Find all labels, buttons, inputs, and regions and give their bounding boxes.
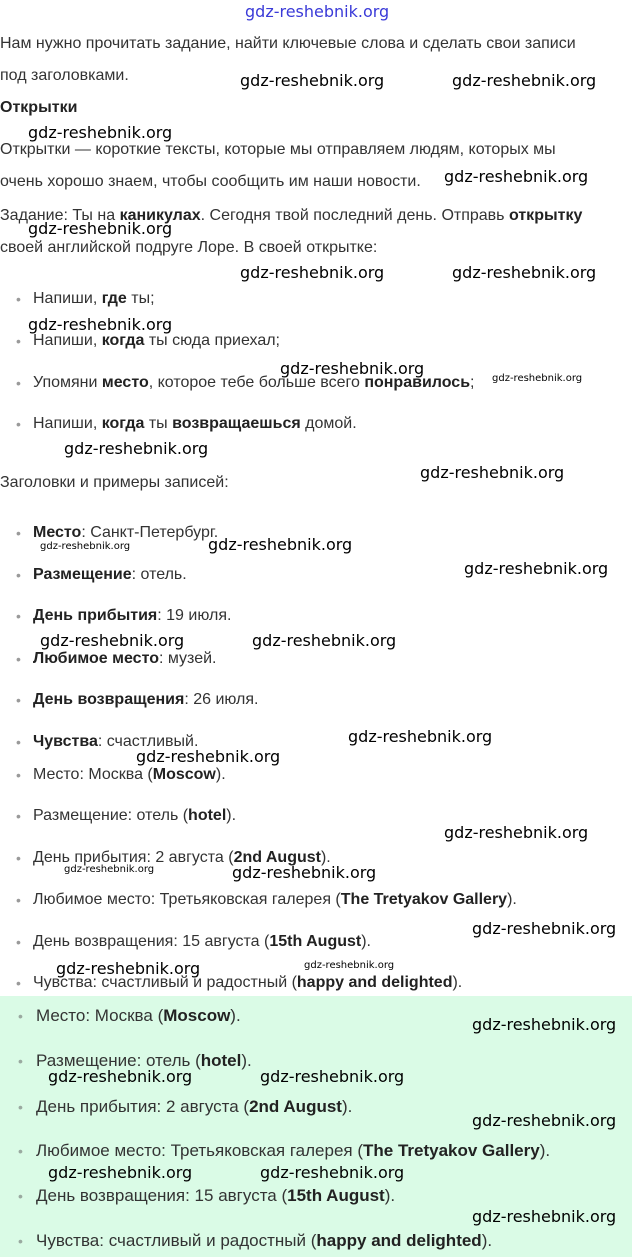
watermark-top: gdz-reshebnik.org [245,2,390,21]
watermark: gdz-reshebnik.org [40,631,185,650]
watermark: gdz-reshebnik.org [48,1067,193,1086]
watermark: gdz-reshebnik.org [64,439,209,458]
bullet-icon: • [16,525,21,541]
watermark: gdz-reshebnik.org [40,541,131,552]
note-en-item: • Чувства: счастливый и радостный (happy and delighted). [16,974,463,991]
watermark: gdz-reshebnik.org [348,727,493,746]
answer-item: • Место: Москва (Moscow). [18,1006,241,1025]
instruction-item: • Упомяни место, которое тебе больше всего понравилось; [16,374,475,391]
intro-line-2: под заголовками. [0,67,129,84]
instruction-item: • Напиши, где ты; [16,290,155,307]
bullet-icon: • [16,734,21,750]
watermark: gdz-reshebnik.org [136,747,281,766]
task-bold-postcard: открытку [508,207,583,224]
instruction-item: • Напиши, когда ты возвращаешься домой. [16,415,357,432]
answer-item: • Чувства: счастливый и радостный (happy and delighted). [18,1231,493,1250]
bullet-icon: • [16,767,21,783]
note-item: • Место: Санкт-Петербург. [16,524,219,541]
bullet-icon: • [16,333,21,349]
note-item: • Чувства: счастливый. [16,733,199,750]
task-line-2: своей английской подруге Лоре. В своей открытке: [0,239,378,256]
watermark: gdz-reshebnik.org [48,1163,193,1182]
examples-title: Заголовки и примеры записей: [0,474,229,491]
answer-item: • День прибытия: 2 августа (2nd August). [18,1097,353,1116]
watermark: gdz-reshebnik.org [472,1111,617,1130]
bullet-icon: • [16,291,21,307]
watermark: gdz-reshebnik.org [472,1207,617,1226]
watermark: gdz-reshebnik.org [472,1015,617,1034]
bullet-icon: • [16,375,21,391]
watermark: gdz-reshebnik.org [452,263,597,282]
watermark: gdz-reshebnik.org [444,823,589,842]
task-prefix: Задание: Ты на [0,207,120,224]
instruction-item: • Напиши, когда ты сюда приехал; [16,332,280,349]
watermark: gdz-reshebnik.org [472,919,617,938]
note-en-item: • День прибытия: 2 августа (2nd August). [16,849,331,866]
bullet-icon: • [16,651,21,667]
watermark: gdz-reshebnik.org [452,71,597,90]
bullet-icon: • [18,1188,23,1204]
note-item: • День возвращения: 26 июля. [16,691,259,708]
watermark: gdz-reshebnik.org [260,1067,405,1086]
note-en-item: • Размещение: отель (hotel). [16,807,237,824]
note-en-item: • Место: Москва (Moscow). [16,766,226,783]
watermark: gdz-reshebnik.org [208,535,353,554]
note-item: • Любимое место: музей. [16,650,217,667]
answer-item: • Размещение: отель (hotel). [18,1051,252,1070]
watermark: gdz-reshebnik.org [464,559,609,578]
watermark: gdz-reshebnik.org [56,959,201,978]
task-bold-vacation: каникулах [119,207,201,224]
watermark: gdz-reshebnik.org [64,864,155,875]
watermark: gdz-reshebnik.org [28,315,173,334]
task-middle: . Сегодня твой последний день. Отправь [200,207,509,224]
watermark: gdz-reshebnik.org [492,373,583,384]
note-item: • Размещение: отель. [16,566,187,583]
bullet-icon: • [18,1053,23,1069]
watermark: gdz-reshebnik.org [280,359,425,378]
note-en-item: • День возвращения: 15 августа (15th August). [16,933,371,950]
bullet-icon: • [16,850,21,866]
watermark: gdz-reshebnik.org [240,263,385,282]
bullet-icon: • [16,975,21,991]
section-title: Открытки [0,99,78,116]
watermark: gdz-reshebnik.org [28,123,173,142]
bullet-icon: • [16,934,21,950]
watermark: gdz-reshebnik.org [420,463,565,482]
watermark: gdz-reshebnik.org [252,631,397,650]
note-item: • День прибытия: 19 июля. [16,607,232,624]
bullet-icon: • [18,1143,23,1159]
bullet-icon: • [18,1233,23,1249]
bullet-icon: • [18,1008,23,1024]
note-en-item: • Любимое место: Третьяковская галерея (The Tretyakov Gallery). [16,891,517,908]
watermark: gdz-reshebnik.org [260,1163,405,1182]
bullet-icon: • [16,567,21,583]
answer-item: • Любимое место: Третьяковская галерея (The Tretyakov Gallery). [18,1141,551,1160]
watermark: gdz-reshebnik.org [304,960,395,971]
bullet-icon: • [16,892,21,908]
bullet-icon: • [16,808,21,824]
watermark: gdz-reshebnik.org [240,71,385,90]
bullet-icon: • [16,416,21,432]
intro-line-1: Нам нужно прочитать задание, найти ключевые слова и сделать свои записи [0,35,576,52]
bullet-icon: • [18,1099,23,1115]
watermark: gdz-reshebnik.org [444,167,589,186]
watermark: gdz-reshebnik.org [28,219,173,238]
bullet-icon: • [16,692,21,708]
bullet-icon: • [16,608,21,624]
definition-line-1: Открытки — короткие тексты, которые мы отправляем людям, которых мы [0,141,556,158]
watermark: gdz-reshebnik.org [232,863,377,882]
answer-item: • День возвращения: 15 августа (15th August). [18,1186,396,1205]
definition-line-2: очень хорошо знаем, чтобы сообщить им наши новости. [0,173,421,190]
